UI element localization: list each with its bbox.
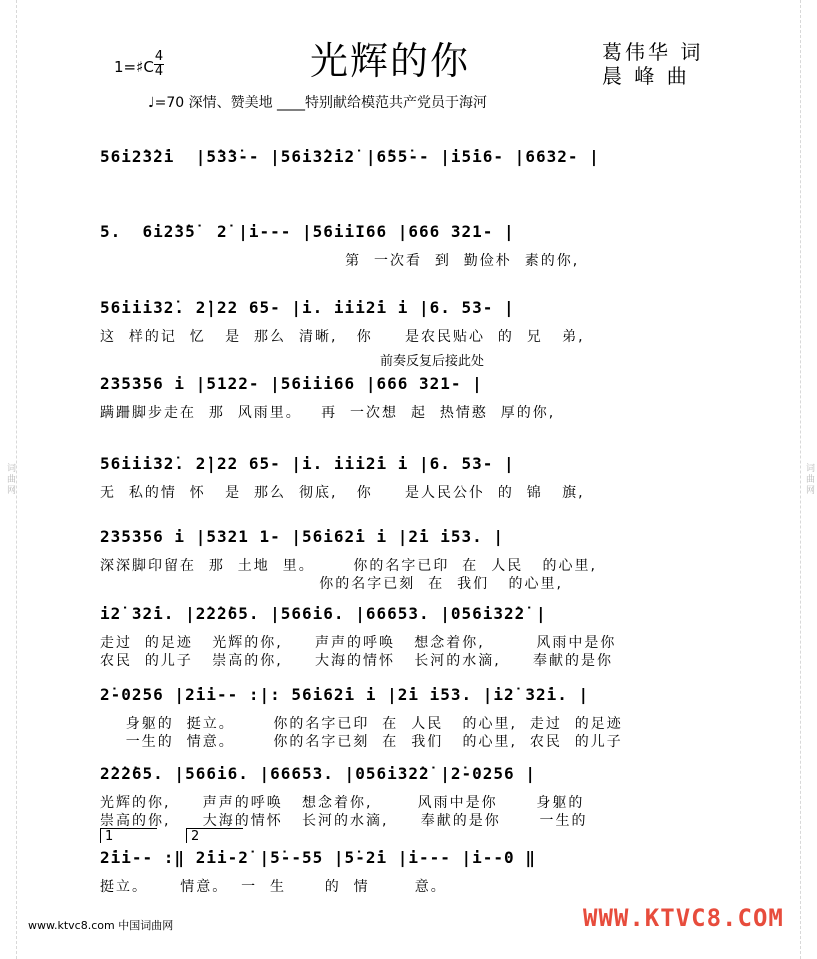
lyric-line: 这 样的记 忆 是 那么 清晰, 你 是农民贴心 的 兄 弟, (100, 329, 585, 345)
volta-2: 2 (186, 828, 243, 843)
volta-1: 1 (100, 828, 157, 843)
notes-line: 235356 i |5122- |56iii66 |666 321- | (100, 374, 483, 393)
lyric-line: 深深脚印留在 那 土地 里。 你的名字已印 在 人民 的心里, (100, 558, 598, 574)
time-sig-top: 4 (154, 49, 164, 64)
score-row (100, 848, 712, 895)
notes-line: 56iii32̇. 2̇|22 65- |i. iii2̇i i |6. 53- | (100, 298, 515, 317)
notes-line: 235356 i |5321 1- |56i62̇i i |2̇i i53. | (100, 527, 505, 546)
key-signature: 1=♯C (114, 58, 154, 76)
watermark-right: 词曲网 (800, 0, 815, 959)
score-row (100, 222, 712, 269)
notes-line: 2̇ii-- :‖ 2̇ii-2̇ |5̇--55 |5̇-2̇i |i--- |i--0 ‖ (100, 848, 536, 867)
notes-line: 2̇2̇2̇65. |566i6. |66653. |056i32̇2̇ |2̇-0256 | (100, 764, 536, 783)
lyric-line: 无 私的情 怀 是 那么 彻底, 你 是人民公仆 的 锦 旗, (100, 485, 585, 501)
lyricist: 葛伟华 词 (602, 40, 704, 64)
lyric-line: 光辉的你, 声声的呼唤 想念着你, 风雨中是你 身躯的 (100, 795, 585, 811)
watermark-left: 词曲网 (2, 0, 17, 959)
notes-line: 56iii32̇. 2̇|22 65- |i. iii2̇i i |6. 53- | (100, 454, 515, 473)
song-title: 光辉的你 (310, 39, 471, 83)
score-row (100, 604, 712, 669)
footer-site: www.ktvc8.com 中国词曲网 (28, 919, 174, 932)
composer: 晨 峰 曲 (602, 64, 690, 88)
score-row (100, 374, 712, 421)
lyric-line: 第 一次看 到 勤俭朴 素的你, (100, 253, 580, 269)
score-row (100, 527, 712, 592)
time-signature (154, 50, 164, 79)
notes-line: i2̇ 32̇i. |2̇2̇2̇65. |566i6. |66653. |056i32̇2̇ | (100, 604, 547, 623)
lyric-line-2: 你的名字已刻 在 我们 的心里, (100, 576, 563, 592)
tempo-marking: ♩=70 深情、赞美地 ____特别献给模范共产党员于海河 (148, 95, 488, 111)
score-row (100, 764, 712, 829)
lyric-line: 挺立。 情意。 一 生 的 情 意。 (100, 879, 447, 895)
credits (602, 40, 703, 88)
score-row (100, 298, 712, 345)
lyric-line: 身躯的 挺立。 你的名字已印 在 人民 的心里, 走过 的足迹 (100, 716, 623, 732)
footer-logo: WWW.KTVC8.COM (583, 904, 784, 932)
notes-line: 2̇-0256 |2̇ii-- :|: 56i62̇i i |2̇i i53. |i2̇ 32̇i. | (100, 685, 590, 704)
lyric-line-2: 一生的 情意。 你的名字已刻 在 我们 的心里, 农民 的儿子 (100, 734, 623, 750)
lyric-line: 走过 的足迹 光辉的你, 声声的呼唤 想念着你, 风雨中是你 (100, 635, 617, 651)
repeat-note: 前奏反复后接此处 (380, 354, 485, 369)
time-sig-bottom: 4 (154, 64, 164, 79)
score-row (100, 454, 712, 501)
lyric-line-2: 农民 的儿子 崇高的你, 大海的情怀 长河的水滴, 奉献的是你 (100, 653, 614, 669)
lyric-line: 蹒跚脚步走在 那 风雨里。 再 一次想 起 热情憨 厚的你, (100, 405, 556, 421)
score-row (100, 147, 712, 191)
notes-line: 56i2̇3̇2̇i |5̇3̇3̇-- |56i3̇2̇i2̇ |6̇55̇-- |i5̇i6- |6632- | (100, 147, 600, 166)
score-row (100, 685, 712, 750)
lyric-line-2: 崇高的你, 大海的情怀 长河的水滴, 奉献的是你 一生的 (100, 813, 588, 829)
notes-line: 5. 6i2̇3̇5̇ 2̇ |i--- |56iiI66 |666 321- | (100, 222, 515, 241)
